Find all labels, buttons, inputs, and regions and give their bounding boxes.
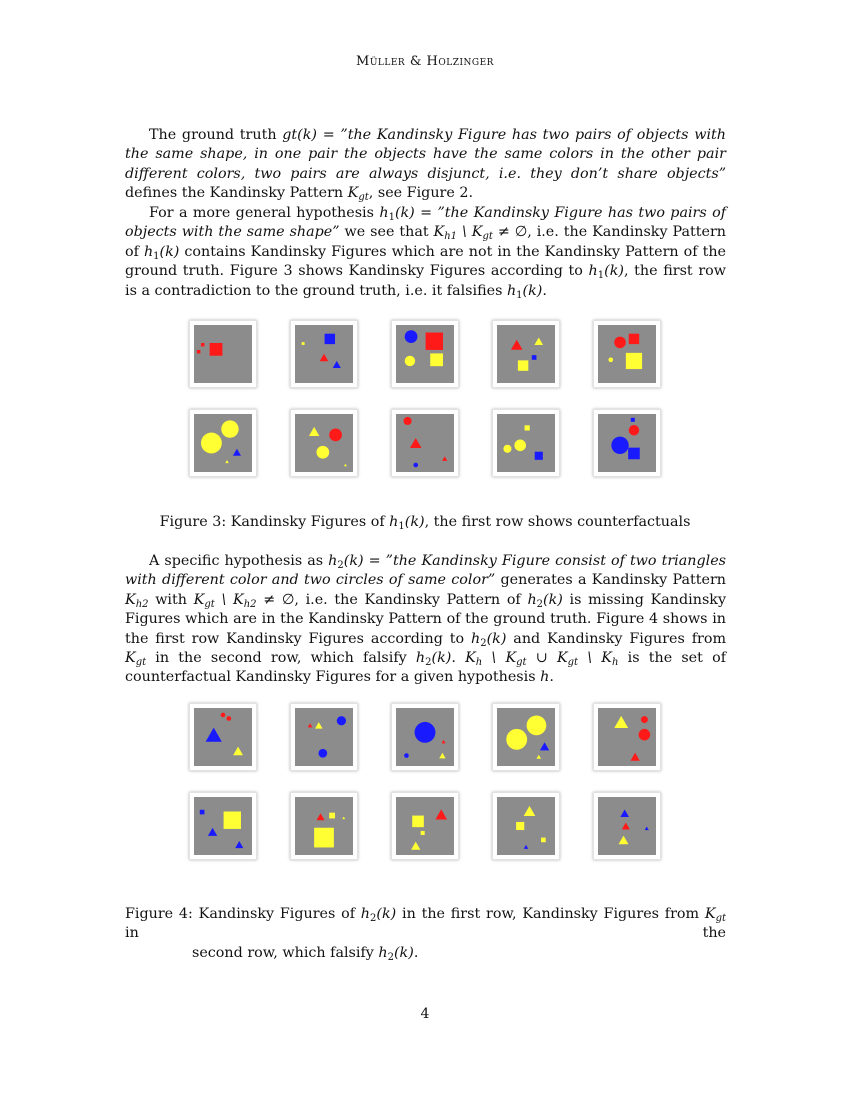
yellow-square-shape <box>314 828 334 848</box>
yellow-circle-shape <box>316 446 329 459</box>
blue-circle-shape <box>611 437 628 454</box>
kandinsky-figure-canvas <box>396 325 454 383</box>
yellow-square-shape <box>518 360 528 370</box>
kandinsky-figure-canvas <box>194 414 252 472</box>
figure-3-kandinsky-figure-r2-c2 <box>290 409 358 477</box>
red-circle-shape <box>641 716 648 723</box>
blue-square-shape <box>532 355 537 360</box>
kandinsky-figure-canvas <box>598 708 656 766</box>
figure-background <box>497 414 555 472</box>
red-circle-shape <box>221 713 226 718</box>
yellow-circle-shape <box>527 716 547 736</box>
figure-3-kandinsky-figure-r1-c3 <box>391 320 459 388</box>
paragraph-general-hypothesis: For a more general hypothesis $h_1(k)$ = ”the Kandinsky Figure has two pairs of objects with the same shape” we see that $K_{h1}$ \ $K_{gt}$ ≠ ∅, i.e. the Kandinsky Pattern of $h_1(k)$ contains Kandinsky Figures which are not in the Kandinsky Pattern of the ground truth. Figure 3 shows Kandinsky Figures according to $h_1(k)$, the first row is a contradiction to the ground truth, i.e. it falsifies $h_1(k)$. <box>125 205 727 301</box>
running-head: Müller & Holzinger <box>356 54 494 69</box>
figure-background <box>396 797 454 855</box>
yellow-circle-shape <box>221 420 238 437</box>
yellow-circle-shape <box>503 445 511 453</box>
figure-3-kandinsky-figure-r2-c5 <box>593 409 661 477</box>
figure-3-kandinsky-figure-r2-c4 <box>492 409 560 477</box>
red-circle-shape <box>226 716 231 721</box>
figure-4-caption: Figure 4: Kandinsky Figures of $h_2(k)$ in the first row, Kandinsky Figures from $K_{gt}$ in the second row, which falsify $h_2(k)$. <box>125 906 726 963</box>
yellow-circle-shape <box>506 729 527 750</box>
paragraph-ground-truth: The ground truth gt(k) = ”the Kandinsky Figure has two pairs of objects with the same shape, in one pair the objects have the same colors in the other pair different colors, two pairs are always disjunct, i.e. they don’t share objects” defines the Kandinsky Pattern $K_{gt}$, see Figure 2. <box>125 127 726 204</box>
figure-background <box>295 414 353 472</box>
red-square-shape <box>629 334 639 344</box>
yellow-circle-shape <box>608 357 613 362</box>
yellow-square-shape <box>329 813 335 819</box>
figure-background <box>497 325 555 383</box>
blue-square-shape <box>631 418 635 422</box>
yellow-square-shape <box>430 353 443 366</box>
kandinsky-figure-canvas <box>194 708 252 766</box>
figure-3-kandinsky-figure-r2-c3 <box>391 409 459 477</box>
figure-3-kandinsky-figure-r1-c2 <box>290 320 358 388</box>
kandinsky-figure-canvas <box>497 414 555 472</box>
yellow-square-shape <box>626 353 642 369</box>
kandinsky-figure-canvas <box>598 414 656 472</box>
figure-4-kandinsky-figure-r1-c3 <box>391 703 459 771</box>
yellow-square-shape <box>541 838 546 843</box>
red-circle-shape <box>404 417 412 425</box>
figure-4-kandinsky-figure-r2-c2 <box>290 792 358 860</box>
kandinsky-figure-canvas <box>295 414 353 472</box>
yellow-square-shape <box>516 822 524 830</box>
red-square-shape <box>201 343 204 346</box>
figure-3-caption: Figure 3: Kandinsky Figures of $h_1(k)$, the first row shows counterfactuals <box>159 514 691 532</box>
figure-4-kandinsky-figure-r2-c5 <box>593 792 661 860</box>
yellow-square-shape <box>421 831 425 835</box>
kandinsky-figure-canvas <box>295 708 353 766</box>
kandinsky-figure-canvas <box>497 708 555 766</box>
red-circle-shape <box>614 337 626 349</box>
yellow-square-shape <box>224 812 241 829</box>
figure-4-kandinsky-figure-r1-c2 <box>290 703 358 771</box>
blue-square-shape <box>325 334 335 344</box>
kandinsky-figure-canvas <box>396 797 454 855</box>
kandinsky-figure-canvas <box>497 797 555 855</box>
red-circle-shape <box>639 729 651 741</box>
figure-3-kandinsky-figure-r2-c1 <box>189 409 257 477</box>
yellow-circle-shape <box>514 440 526 452</box>
kandinsky-figure-canvas <box>396 414 454 472</box>
figure-4-kandinsky-figure-r1-c1 <box>189 703 257 771</box>
red-circle-shape <box>329 429 342 442</box>
figure-4-kandinsky-figure-r2-c4 <box>492 792 560 860</box>
kandinsky-figure-canvas <box>598 325 656 383</box>
figure-background <box>194 325 252 383</box>
figure-background <box>396 325 454 383</box>
figure-3-kandinsky-figure-r1-c4 <box>492 320 560 388</box>
yellow-circle-shape <box>201 433 222 454</box>
kandinsky-figure-canvas <box>295 797 353 855</box>
yellow-square-shape <box>525 425 530 430</box>
figure-4-kandinsky-figure-r2-c3 <box>391 792 459 860</box>
blue-circle-shape <box>337 716 346 725</box>
yellow-square-shape <box>412 816 424 828</box>
blue-circle-shape <box>405 330 418 343</box>
figure-4-kandinsky-figure-r2-c1 <box>189 792 257 860</box>
kandinsky-figure-canvas <box>194 797 252 855</box>
red-circle-shape <box>629 425 639 435</box>
kandinsky-figure-canvas <box>194 325 252 383</box>
yellow-circle-shape <box>405 356 415 366</box>
kandinsky-figure-canvas <box>396 708 454 766</box>
blue-circle-shape <box>404 753 409 758</box>
blue-square-shape <box>535 452 543 460</box>
kandinsky-figure-canvas <box>295 325 353 383</box>
blue-circle-shape <box>413 463 418 468</box>
figure-background <box>194 797 252 855</box>
figure-3-kandinsky-figure-r1-c5 <box>593 320 661 388</box>
yellow-square-shape <box>302 342 305 345</box>
kandinsky-figure-canvas <box>598 797 656 855</box>
figure-4-kandinsky-figure-r1-c4 <box>492 703 560 771</box>
blue-circle-shape <box>318 749 327 758</box>
figure-4-kandinsky-figure-r1-c5 <box>593 703 661 771</box>
blue-square-shape <box>628 448 640 460</box>
red-square-shape <box>426 333 443 350</box>
red-square-shape <box>197 350 200 353</box>
blue-circle-shape <box>415 722 436 743</box>
kandinsky-figure-canvas <box>497 325 555 383</box>
red-square-shape <box>210 343 223 356</box>
paragraph-specific-hypothesis: A specific hypothesis as $h_2(k)$ = ”the Kandinsky Figure consist of two triangles with different color and two circles of same color” generates a Kandinsky Pattern $K_{h2}$ with $K_{gt}$ \ $K_{h2}$ ≠ ∅, i.e. the Kandinsky Pattern of $h_2(k)$ is missing Kandinsky Figures which are in the Kandinsky Pattern of the ground truth. Figure 4 shows in the first row Kandinsky Figures according to $h_2(k)$ and Kandinsky Figures from $K_{gt}$ in the second row, which falsify $h_2(k)$. $K_h$ \ $K_{gt}$ ∪ $K_{gt}$ \ $K_h$ is the set of counterfactual Kandinsky Figures for a given hypothesis h. <box>125 553 727 686</box>
blue-square-shape <box>200 810 205 815</box>
page-number: 4 <box>420 1006 430 1022</box>
figure-3-kandinsky-figure-r1-c1 <box>189 320 257 388</box>
